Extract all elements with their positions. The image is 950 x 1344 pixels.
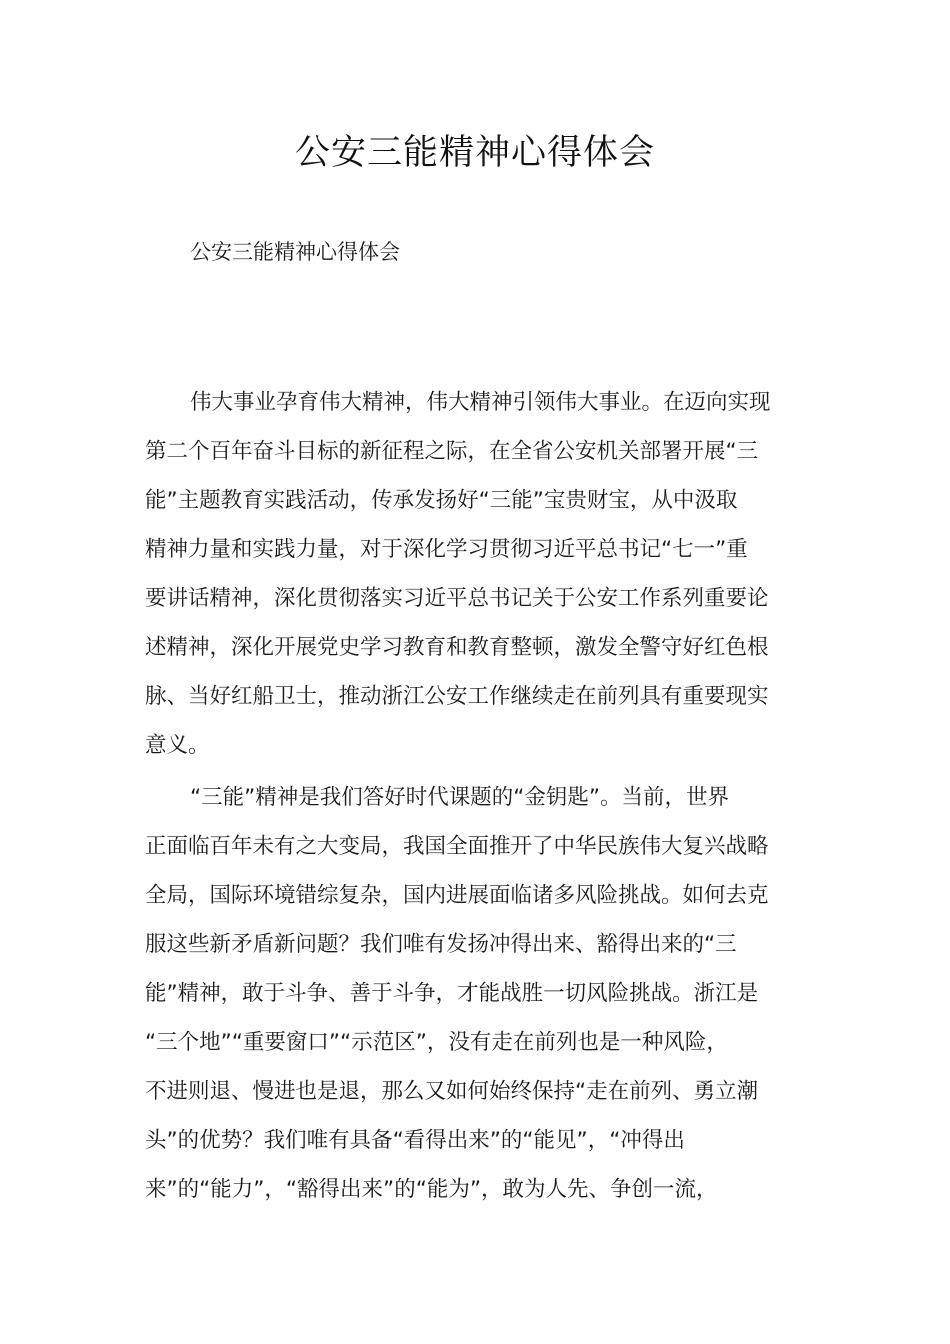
paragraph-line: 来”的“能力”，“豁得出来”的“能为”，敢为人先、争创一流， — [145, 1177, 718, 1202]
paragraph-line: 能”主题教育实践活动，传承发扬好“三能”宝贵财宝，从中汲取 — [145, 488, 738, 513]
paragraph-line: “三能”精神是我们答好时代课题的“金钥匙”。当前，世界 — [190, 785, 730, 810]
document-title: 公安三能精神心得体会 — [294, 133, 655, 173]
paragraph-line: 不进则退、慢进也是退，那么又如何始终保持“走在前列、勇立潮 — [145, 1079, 759, 1104]
paragraph-line: 意义。 — [145, 733, 210, 758]
paragraph-line: 脉、当好红船卫士，推动浙江公安工作继续走在前列具有重要现实 — [145, 684, 769, 709]
paragraph-line: “三个地”“重要窗口”“示范区”，没有走在前列也是一种风险， — [145, 1030, 728, 1055]
paragraph-line: 伟大事业孕育伟大精神，伟大精神引领伟大事业。在迈向实现 — [190, 390, 771, 415]
paragraph-line: 述精神，深化开展党史学习教育和教育整顿，激发全警守好红色根 — [145, 635, 769, 660]
paragraph-line: 全局，国际环境错综复杂，国内进展面临诸多风险挑战。如何去克 — [145, 883, 769, 908]
paragraph-line: 第二个百年奋斗目标的新征程之际，在全省公安机关部署开展“三 — [145, 439, 759, 464]
paragraph-line: 头”的优势？我们唯有具备“看得出来”的“能见”，“冲得出 — [145, 1128, 685, 1153]
document-subtitle: 公安三能精神心得体会 — [190, 240, 400, 264]
paragraph-line: 服这些新矛盾新问题？我们唯有发扬冲得出来、豁得出来的“三 — [145, 932, 737, 957]
paragraph-line: 要讲话精神，深化贯彻落实习近平总书记关于公安工作系列重要论 — [145, 586, 769, 611]
paragraph-line: 精神力量和实践力量，对于深化学习贯彻习近平总书记“七一”重 — [145, 537, 748, 562]
paragraph-line: 正面临百年未有之大变局，我国全面推开了中华民族伟大复兴战略 — [145, 834, 769, 859]
paragraph-line: 能”精神，敢于斗争、善于斗争，才能战胜一切风险挑战。浙江是 — [145, 981, 759, 1006]
